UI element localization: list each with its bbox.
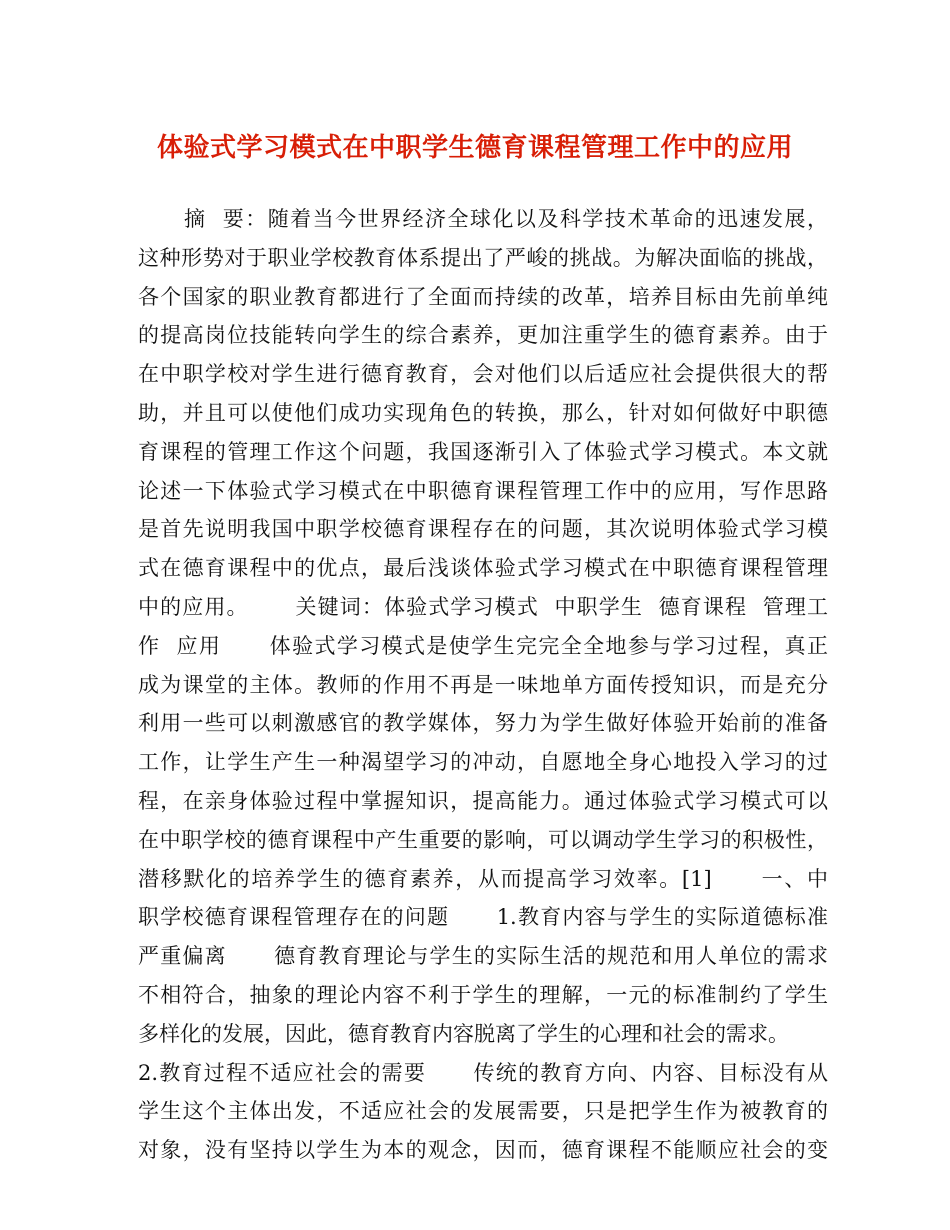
body-line: 职学校德育课程管理存在的问题 1.教育内容与学生的实际道德标准 bbox=[138, 905, 828, 930]
body-line: 是首先说明我国中职学校德育课程存在的问题，其次说明体验式学习模 bbox=[138, 517, 828, 542]
body-line: 学生这个主体出发，不适应社会的发展需要，只是把学生作为被教育的 bbox=[138, 1099, 828, 1124]
document-body bbox=[138, 200, 828, 1170]
body-line: 严重偏离 德育教育理论与学生的实际生活的规范和用人单位的需求 bbox=[138, 944, 828, 969]
body-line: 论述一下体验式学习模式在中职德育课程管理工作中的应用，写作思路 bbox=[138, 478, 828, 503]
body-line: 利用一些可以刺激感官的教学媒体，努力为学生做好体验开始前的准备 bbox=[138, 711, 828, 736]
body-line: 在中职学校对学生进行德育教育，会对他们以后适应社会提供很大的帮 bbox=[138, 362, 828, 387]
body-line: 工作，让学生产生一种渴望学习的冲动，自愿地全身心地投入学习的过 bbox=[138, 750, 828, 775]
body-line: 摘 要：随着当今世界经济全球化以及科学技术革命的迅速发展， bbox=[184, 207, 828, 231]
body-line: 成为课堂的主体。教师的作用不再是一味地单方面传授知识，而是充分 bbox=[138, 672, 828, 697]
body-line: 多样化的发展，因此，德育教育内容脱离了学生的心理和社会的需求。 bbox=[138, 1021, 789, 1046]
body-line: 这种形势对于职业学校教育体系提出了严峻的挑战。为解决面临的挑战， bbox=[138, 245, 828, 270]
body-line: 不相符合，抽象的理论内容不利于学生的理解，一元的标准制约了学生 bbox=[138, 982, 828, 1007]
document-title: 体验式学习模式在中职学生德育课程管理工作中的应用 bbox=[156, 133, 793, 163]
body-line: 助，并且可以使他们成功实现角色的转换，那么，针对如何做好中职德 bbox=[138, 400, 828, 425]
body-line: 潜移默化的培养学生的德育素养，从而提高学习效率。[1] 一、中 bbox=[138, 866, 828, 891]
body-line: 中的应用。 关键词：体验式学习模式 中职学生 德育课程 管理工 bbox=[138, 594, 828, 619]
body-line: 对象，没有坚持以学生为本的观念，因而，德育课程不能顺应社会的变 bbox=[138, 1138, 828, 1163]
body-line: 的提高岗位技能转向学生的综合素养，更加注重学生的德育素养。由于 bbox=[138, 323, 828, 348]
body-line: 各个国家的职业教育都进行了全面而持续的改革，培养目标由先前单纯 bbox=[138, 284, 828, 309]
body-line: 作 应用 体验式学习模式是使学生完完全全地参与学习过程，真正 bbox=[138, 633, 828, 658]
body-line: 式在德育课程中的优点，最后浅谈体验式学习模式在中职德育课程管理 bbox=[138, 556, 828, 581]
body-line: 在中职学校的德育课程中产生重要的影响，可以调动学生学习的积极性， bbox=[138, 827, 828, 852]
body-line: 程，在亲身体验过程中掌握知识，提高能力。通过体验式学习模式可以 bbox=[138, 788, 828, 813]
body-line: 2.教育过程不适应社会的需要 传统的教育方向、内容、目标没有从 bbox=[138, 1060, 828, 1085]
body-line: 育课程的管理工作这个问题，我国逐渐引入了体验式学习模式。本文就 bbox=[138, 439, 828, 464]
